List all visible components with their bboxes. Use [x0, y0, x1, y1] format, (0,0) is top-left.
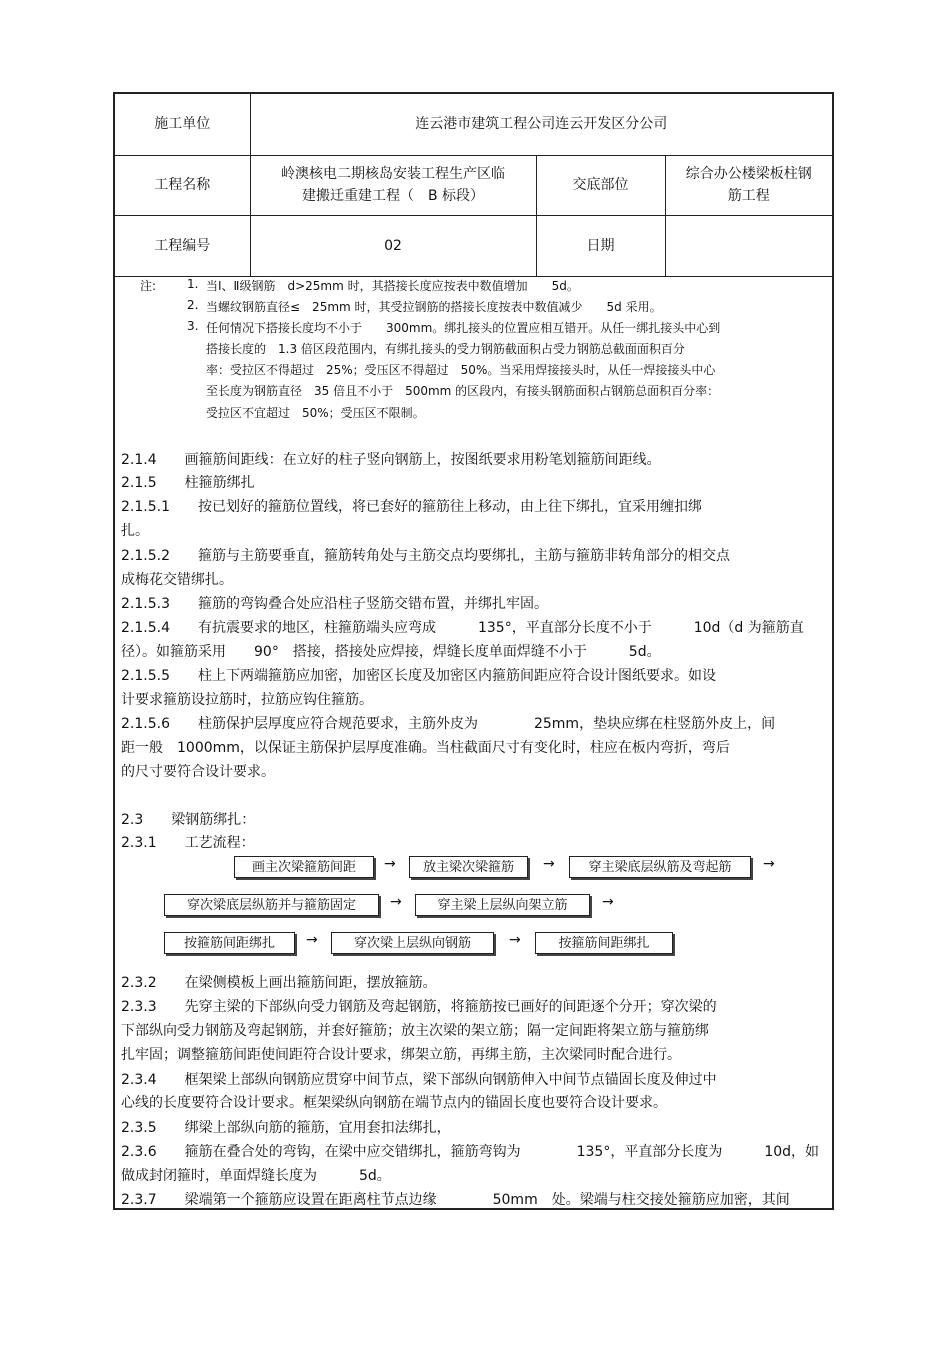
arrow-right-icon: →	[543, 856, 555, 872]
unit-value: 连云港市建筑工程公司连云开发区分公司	[250, 94, 832, 155]
note-text: 任何情况下搭接长度均不小于 300mm。绑扎接头的位置应相互错开。从任一绑扎接头中心到	[206, 321, 721, 335]
date-label: 日期	[536, 215, 665, 276]
body-line: 径）。如箍筋采用 90° 搭接，搭接处应焊接，焊缝长度单面焊缝不小于 5d。	[121, 644, 661, 660]
flow-step: 穿次梁底层纵筋并与箍筋固定	[164, 894, 379, 916]
arrow-right-icon: →	[306, 932, 318, 948]
flow-step: 按箍筋间距绑扎	[164, 932, 295, 954]
part-value-line2: 筋工程	[727, 188, 770, 204]
body-line: 2.1.5 柱箍筋绑扎	[121, 475, 255, 491]
number-label: 工程编号	[115, 215, 250, 276]
note-num: 3.	[187, 319, 199, 333]
part-label: 交底部位	[536, 155, 665, 215]
flow-title: 2.3.1 工艺流程：	[121, 835, 255, 851]
arrow-right-icon: →	[763, 856, 775, 872]
note-text: 当Ⅰ、Ⅱ级钢筋 d>25mm 时，其搭接长度应按表中数值增加 5d。	[206, 279, 579, 293]
flow-step: 按箍筋间距绑扎	[535, 932, 673, 954]
project-label: 工程名称	[115, 155, 250, 215]
body-line: 2.1.5.4 有抗震要求的地区，柱箍筋端头应弯成 135°，平直部分长度不小于 10d（d 为箍筋直	[121, 620, 804, 636]
body-line: 成梅花交错绑扎。	[121, 572, 233, 588]
flow-step: 穿主梁底层纵筋及弯起筋	[569, 856, 751, 878]
body-line: 2.1.5.2 箍筋与主筋要垂直，箍筋转角处与主筋交点均要绑扎，主筋与箍筋非转角部分的相交点	[121, 548, 730, 564]
project-value-line1: 岭澳核电二期核岛安装工程生产区临	[281, 166, 505, 182]
body-line: 2.3.7 梁端第一个箍筋应设置在距离柱节点边缘 50mm 处。梁端与柱交接处箍筋应加密，其间	[121, 1192, 790, 1208]
body-line: 2.3.5 绑梁上部纵向筋的箍筋，宜用套扣法绑扎，	[121, 1120, 451, 1136]
header-table	[115, 94, 832, 277]
body-line: 2.1.5.5 柱上下两端箍筋应加密，加密区长度及加密区内箍筋间距应符合设计图纸要求。如设	[121, 668, 716, 684]
note-continuation: 搭接长度的 1.3 倍区段范围内，有绑扎接头的受力钢筋截面积占受力钢筋总截面面积百分	[206, 342, 685, 356]
body-line: 2.1.5.6 柱筋保护层厚度应符合规范要求，主筋外皮为 25mm，垫块应绑在柱竖筋外皮上，间	[121, 716, 776, 732]
unit-label: 施工单位	[115, 94, 250, 155]
note-continuation: 至长度为钢筋直径 35 倍且不小于 500mm 的区段内，有接头钢筋面积占钢筋总面积百分率：	[206, 384, 720, 398]
note-continuation: 受拉区不宜超过 50%；受压区不限制。	[206, 406, 425, 420]
note-continuation: 率：受拉区不得超过 25%；受压区不得超过 50%。当采用焊接接头时，从任一焊接接头中心	[206, 363, 716, 377]
body-line: 计要求箍筋设拉筋时，拉筋应钩住箍筋。	[121, 692, 373, 708]
section-title: 2.3 梁钢筋绑扎：	[121, 812, 256, 828]
arrow-right-icon: →	[602, 894, 614, 910]
body-line: 下部纵向受力钢筋及弯起钢筋，并套好箍筋；放主次梁的架立筋；隔一定间距将架立筋与箍筋绑	[121, 1023, 709, 1039]
body-line: 2.1.4 画箍筋间距线：在立好的柱子竖向钢筋上，按图纸要求用粉笔划箍筋间距线。	[121, 452, 661, 468]
body-line: 扎。	[121, 523, 149, 539]
body-line: 2.3.6 箍筋在叠合处的弯钩，在梁中应交错绑扎，箍筋弯钩为 135°，平直部分长度为 10d，如	[121, 1144, 820, 1160]
notes-label: 注:	[140, 279, 157, 293]
note-num: 1.	[187, 277, 199, 291]
arrow-right-icon: →	[390, 894, 402, 910]
body-line: 心线的长度要符合设计要求。框架梁纵向钢筋在端节点内的锚固长度也要符合设计要求。	[121, 1095, 667, 1111]
project-value	[250, 155, 536, 215]
part-value	[665, 155, 832, 215]
body-line: 做成封闭箍时，单面焊缝长度为 5d。	[121, 1168, 391, 1184]
flow-step: 画主次梁箍筋间距	[234, 856, 374, 878]
flow-step: 穿主梁上层纵向架立筋	[415, 894, 590, 916]
flow-step: 穿次梁上层纵向钢筋	[331, 932, 494, 954]
date-value	[665, 215, 832, 276]
arrow-right-icon: →	[509, 932, 521, 948]
project-value-line2: 建搬迁重建工程（ B 标段）	[301, 188, 485, 204]
body-line: 2.1.5.3 箍筋的弯钩叠合处应沿柱子竖筋交错布置，并绑扎牢固。	[121, 596, 548, 612]
note-text: 当螺纹钢筋直径≤ 25mm 时，其受拉钢筋的搭接长度按表中数值减少 5d 采用。	[206, 300, 662, 314]
body-line: 距一般 1000mm，以保证主筋保护层厚度准确。当柱截面尺寸有变化时，柱应在板内弯折，弯后	[121, 740, 730, 756]
number-value: 02	[250, 215, 536, 276]
flow-step: 放主梁次梁箍筋	[409, 856, 528, 878]
body-line: 扎牢固；调整箍筋间距使间距符合设计要求，绑架立筋，再绑主筋，主次梁同时配合进行。	[121, 1047, 681, 1063]
body-line: 的尺寸要符合设计要求。	[121, 764, 275, 780]
body-line: 2.3.4 框架梁上部纵向钢筋应贯穿中间节点，梁下部纵向钢筋伸入中间节点锚固长度及伸过中	[121, 1072, 717, 1088]
body-line: 2.1.5.1 按已划好的箍筋位置线，将已套好的箍筋往上移动，由上往下绑扎，宜采用缠扣绑	[121, 499, 702, 515]
note-num: 2.	[187, 298, 199, 312]
body-line: 2.3.3 先穿主梁的下部纵向受力钢筋及弯起钢筋，将箍筋按已画好的间距逐个分开；穿次梁的	[121, 999, 717, 1015]
part-value-line1: 综合办公楼梁板柱钢	[685, 166, 812, 182]
body-line: 2.3.2 在梁侧模板上画出箍筋间距，摆放箍筋。	[121, 975, 437, 991]
arrow-right-icon: →	[384, 856, 396, 872]
